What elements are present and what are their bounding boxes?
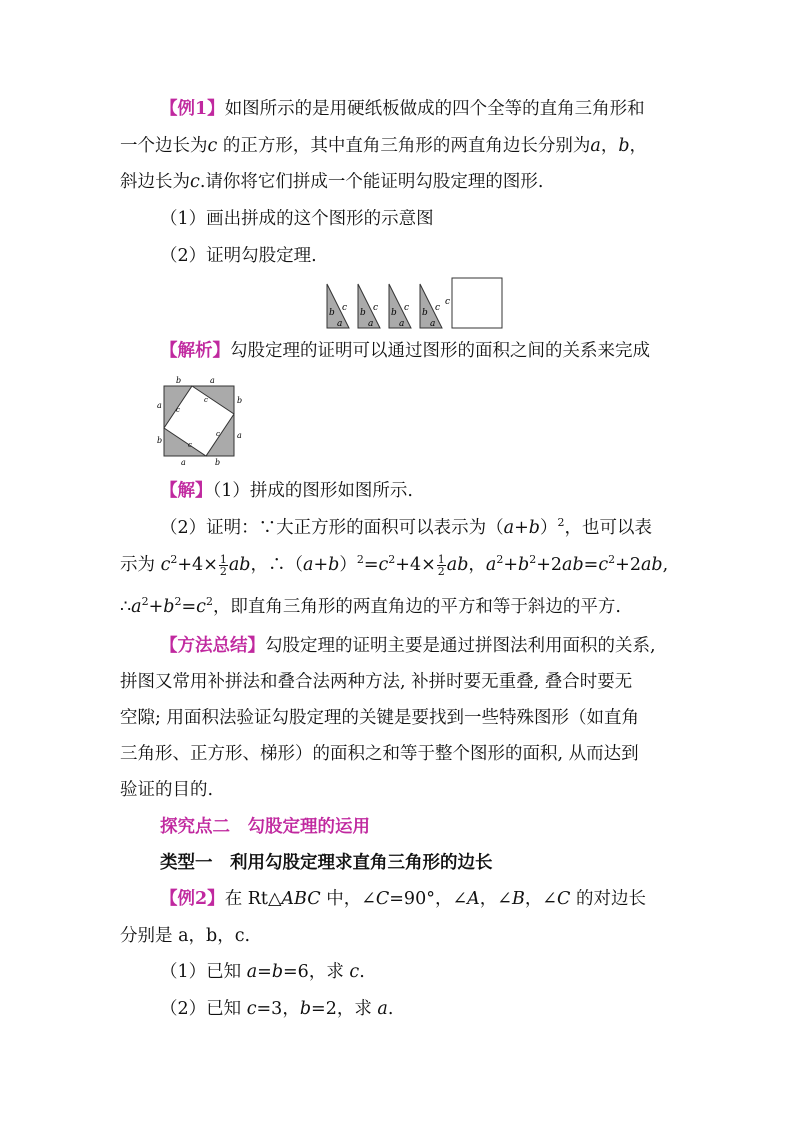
example1-question2: （2）证明勾股定理. <box>160 246 317 266</box>
analysis-line: 【解析】勾股定理的证明可以通过图形的面积之间的关系来完成 <box>160 341 650 361</box>
svg-text:b: b <box>237 396 243 405</box>
svg-text:c: c <box>435 303 441 313</box>
svg-text:c: c <box>188 441 192 449</box>
triangle-piece-4 <box>420 284 442 329</box>
square-side-label: c <box>445 297 451 307</box>
svg-text:a: a <box>210 376 215 385</box>
svg-text:a: a <box>337 319 343 329</box>
svg-text:a: a <box>237 431 242 440</box>
triangle-piece-2 <box>358 284 380 329</box>
summary-line3: 空隙; 用面积法验证勾股定理的关键是要找到一些特殊图形（如直角 <box>120 708 639 728</box>
svg-text:b: b <box>391 308 397 318</box>
example2-line2: 分别是 a，b，c. <box>120 926 251 946</box>
svg-text:c: c <box>204 396 208 404</box>
example2-tag: 【例2】 <box>160 889 225 909</box>
svg-text:b: b <box>329 308 335 318</box>
triangle-piece-3 <box>389 284 411 329</box>
svg-text:c: c <box>404 303 410 313</box>
summary-line2: 拼图又常用补拼法和叠合法两种方法, 补拼时要无重叠, 叠合时要无 <box>120 672 633 692</box>
example2-line1: 【例2】在 Rt△ABC 中，∠C=90°，∠A，∠B，∠C 的对边长 <box>160 889 646 909</box>
svg-text:a: a <box>181 458 186 467</box>
square-piece <box>452 278 502 328</box>
svg-text:c: c <box>373 303 379 313</box>
triangle-piece-1 <box>327 284 349 329</box>
solution-line4: $\therefore a^2+b^2=c^2$，即直角三角形的两直角边的平方和等于斜边的平方. <box>120 595 621 617</box>
svg-text:b: b <box>360 308 366 318</box>
example1-line3: 斜边长为c.请你将它们拼成一个能证明勾股定理的图形. <box>120 172 544 192</box>
pieces-figure <box>318 276 508 332</box>
type-heading: 类型一 利用勾股定理求直角三角形的边长 <box>160 853 493 873</box>
svg-text:a: a <box>157 401 162 410</box>
svg-text:a: a <box>368 319 374 329</box>
section-heading: 探究点二 勾股定理的运用 <box>160 817 370 837</box>
svg-text:b: b <box>422 308 428 318</box>
summary-line4: 三角形、正方形、梯形）的面积之和等于整个图形的面积, 从而达到 <box>120 744 639 764</box>
svg-text:b: b <box>157 436 163 445</box>
svg-text:b: b <box>215 458 221 467</box>
svg-text:a: a <box>430 319 436 329</box>
svg-text:c: c <box>216 430 220 438</box>
svg-text:c: c <box>342 303 348 313</box>
summary-line1: 【方法总结】勾股定理的证明主要是通过拼图法利用面积的关系, <box>160 636 656 656</box>
analysis-tag: 【解析】 <box>160 341 230 361</box>
svg-text:a: a <box>399 319 405 329</box>
svg-text:b: b <box>176 376 182 385</box>
example1-tag: 【例1】 <box>160 99 225 119</box>
solution-line1: 【解】（1）拼成的图形如图所示. <box>160 481 413 501</box>
solution-line2: （2）证明：∵大正方形的面积可以表示为$(a+b)^2$，也可以表 <box>160 516 652 538</box>
example1-line1: 【例1】如图所示的是用硬纸板做成的四个全等的直角三角形和 <box>160 99 645 119</box>
solution-line3: 示为 $c^2+4\times$ $\frac{1}{2}$ ab，$\therefore(a+b)^2=c^2+4\times$ $\frac{1}{2}$ ab，$a^2+b^2+2ab=c^2+2ab$, <box>120 553 669 578</box>
summary-line5: 验证的目的. <box>120 780 214 800</box>
example1-line2: 一个边长为c 的正方形，其中直角三角形的两直角边长分别为a，b， <box>120 136 648 156</box>
summary-tag: 【方法总结】 <box>160 636 265 656</box>
assembled-figure <box>150 370 250 470</box>
solution-tag: 【解】 <box>160 481 213 501</box>
example2-question1: （1）已知 a=b=6，求 c. <box>160 962 365 982</box>
svg-text:c: c <box>176 406 180 414</box>
example1-question1: （1）画出拼成的这个图形的示意图 <box>160 209 434 229</box>
example2-question2: （2）已知 c=3，b=2，求 a. <box>160 999 394 1019</box>
